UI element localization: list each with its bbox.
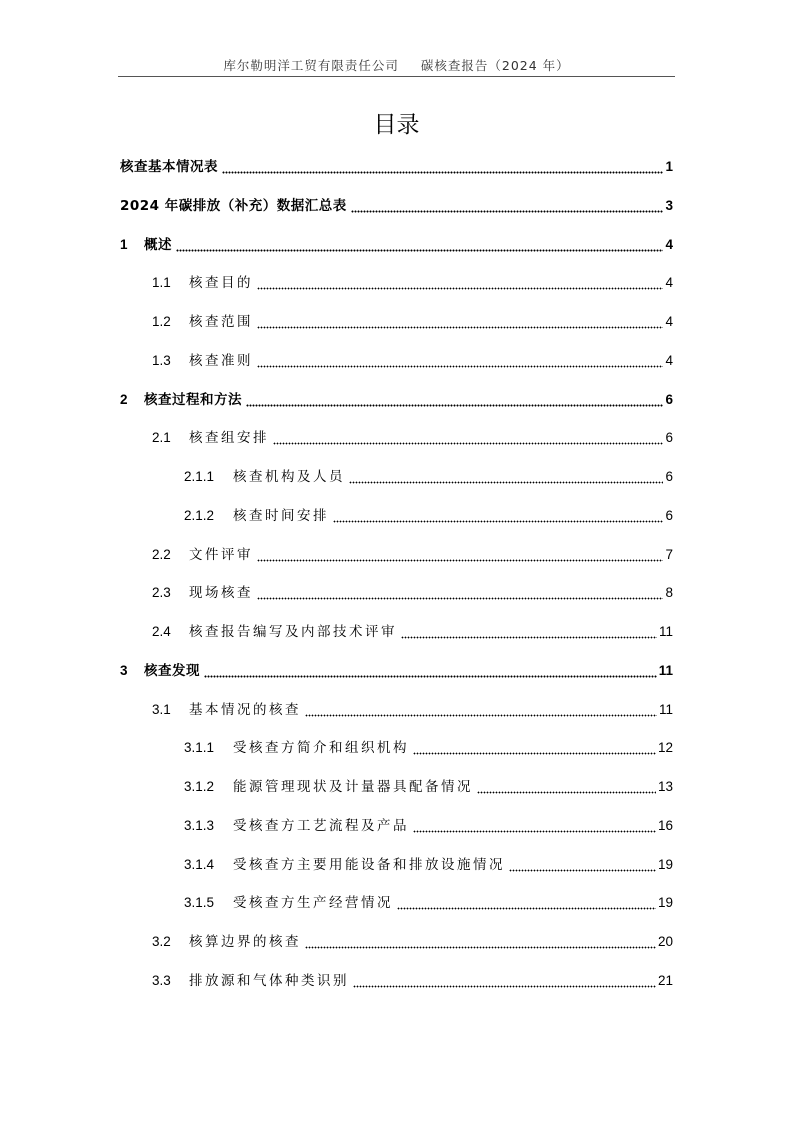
toc-entry-page-number: 1: [665, 159, 673, 174]
toc-entry-title: 能源管理现状及计量器具配备情况: [233, 779, 473, 795]
toc-entry-page-number: 4: [665, 352, 673, 368]
toc-entry[interactable]: [152, 351, 673, 371]
toc-entry-title: 核查机构及人员: [233, 469, 345, 485]
toc-entry-number: 3.2: [152, 934, 171, 949]
toc-entry-title: 现场核查: [189, 585, 253, 602]
toc-entry[interactable]: [120, 196, 673, 216]
dot-leader: [176, 236, 663, 252]
toc-entry-page-number: 6: [665, 391, 673, 407]
header-report-title: 碳核查报告（2024 年）: [420, 58, 570, 73]
toc-entry-page-number: 8: [665, 585, 673, 601]
toc-entry-number: 1.2: [152, 314, 171, 329]
dot-leader: [333, 507, 663, 523]
toc-entry-title: 核查范围: [189, 314, 253, 330]
toc-entry[interactable]: [184, 506, 673, 526]
toc-entry[interactable]: [184, 467, 673, 487]
dot-leader: [477, 778, 656, 794]
dot-leader: [257, 274, 663, 290]
toc-entry-page-number: 20: [657, 934, 673, 949]
header-company: 库尔勒明洋工贸有限责任公司: [223, 58, 399, 73]
toc-entry-number: 2: [120, 391, 128, 407]
dot-leader: [413, 817, 656, 833]
toc-entry[interactable]: [152, 545, 673, 565]
toc-entry-page-number: 21: [657, 972, 673, 988]
toc-entry-title: 受核查方工艺流程及产品: [233, 817, 409, 834]
dot-leader: [257, 584, 663, 600]
toc-entry-title: 核查过程和方法: [144, 391, 242, 408]
toc-entry-number: 3.1.3: [184, 817, 215, 833]
toc-entry-title: 核查报告编写及内部技术评审: [189, 624, 397, 640]
toc-entry-title: 核查基本情况表: [120, 159, 218, 175]
toc-entry[interactable]: [152, 932, 673, 952]
toc-entry-number: 3.1.4: [184, 856, 215, 872]
toc-entry-number: 1: [120, 236, 128, 252]
toc-entry-page-number: 6: [665, 507, 673, 523]
toc-entry[interactable]: [120, 661, 673, 681]
dot-leader: [246, 391, 663, 407]
toc-entry-title: 核查时间安排: [233, 507, 329, 524]
dot-leader: [413, 739, 656, 755]
toc-entry-page-number: 4: [665, 275, 673, 291]
toc-entry[interactable]: [152, 622, 673, 642]
toc-entry[interactable]: [120, 390, 673, 410]
toc-entry-number: 2.1.1: [184, 469, 215, 484]
dot-leader: [509, 856, 656, 872]
toc-entry-number: 3.1.5: [184, 895, 215, 911]
toc-entry-title: 核查组安排: [189, 430, 269, 447]
toc-entry[interactable]: [152, 312, 673, 332]
toc-entry-title: 核算边界的核查: [189, 934, 301, 950]
toc-entry-title: 概述: [144, 236, 172, 253]
dot-leader: [305, 701, 657, 717]
toc-entry-title: 2024 年碳排放（补充）数据汇总表: [120, 197, 347, 214]
toc-entry-number: 3.1.2: [184, 779, 215, 794]
dot-leader: [273, 429, 663, 445]
toc-entry-number: 3.3: [152, 972, 171, 988]
toc-entry-number: 3.1.1: [184, 740, 215, 756]
toc-entry-number: 2.3: [152, 585, 171, 601]
dot-leader: [397, 894, 656, 910]
dot-leader: [349, 468, 663, 484]
toc-entry[interactable]: [120, 157, 673, 177]
toc-entry[interactable]: [184, 893, 673, 913]
toc-entry-number: 2.4: [152, 624, 171, 639]
toc-entry[interactable]: [152, 428, 673, 448]
toc-entry-title: 文件评审: [189, 546, 253, 563]
running-header: [118, 56, 675, 76]
dot-leader: [204, 662, 657, 678]
toc-entry-title: 核查发现: [144, 662, 200, 679]
toc-entry-title: 排放源和气体种类识别: [189, 972, 349, 989]
toc-entry-number: 3: [120, 662, 128, 678]
toc-entry-number: 2.2: [152, 546, 171, 562]
toc-entry-page-number: 4: [665, 236, 673, 252]
toc-entry[interactable]: [184, 855, 673, 875]
toc-entry[interactable]: [152, 971, 673, 991]
toc-entry-page-number: 16: [657, 817, 673, 833]
toc-entry[interactable]: [152, 700, 673, 720]
toc-entry[interactable]: [152, 583, 673, 603]
toc-entry-number: 1.3: [152, 352, 171, 368]
toc-entry[interactable]: [184, 738, 673, 758]
toc-entry-page-number: 11: [658, 624, 673, 639]
toc-entry-page-number: 11: [658, 701, 673, 717]
dot-leader: [353, 972, 656, 988]
toc-entry-page-number: 11: [658, 662, 673, 678]
toc-entry-title: 核查目的: [189, 275, 253, 292]
toc-entry-page-number: 6: [665, 430, 673, 446]
toc-entry-title: 受核查方生产经营情况: [233, 895, 393, 912]
toc-entry-page-number: 19: [657, 895, 673, 911]
toc-entry[interactable]: [184, 816, 673, 836]
toc-entry-title: 基本情况的核查: [189, 701, 301, 718]
toc-entry-number: 2.1.2: [184, 507, 215, 523]
toc-entry[interactable]: [152, 273, 673, 293]
dot-leader: [257, 546, 663, 562]
dot-leader: [351, 197, 664, 213]
toc-entry-title: 受核查方简介和组织机构: [233, 740, 409, 757]
toc-entry-number: 3.1: [152, 701, 171, 717]
toc-entry-page-number: 13: [657, 779, 673, 794]
toc-entry[interactable]: [184, 777, 673, 797]
toc-entry-page-number: 7: [665, 546, 673, 562]
toc-entry-page-number: 19: [657, 856, 673, 872]
dot-leader: [401, 623, 657, 639]
toc-entry-number: 2.1: [152, 430, 171, 446]
toc-entry-page-number: 6: [665, 469, 673, 484]
toc-entry-title: 核查准则: [189, 352, 253, 369]
dot-leader: [257, 352, 663, 368]
toc-entry-page-number: 4: [665, 314, 673, 329]
dot-leader: [305, 933, 656, 949]
header-rule: [118, 76, 675, 77]
toc-entry[interactable]: [120, 235, 673, 255]
toc-title: 目录: [373, 112, 420, 138]
dot-leader: [257, 313, 663, 329]
toc-entry-title: 受核查方主要用能设备和排放设施情况: [233, 856, 505, 873]
dot-leader: [222, 158, 663, 174]
toc-entry-page-number: 3: [665, 197, 673, 213]
toc-entry-page-number: 12: [657, 740, 673, 756]
toc-entry-number: 1.1: [152, 275, 171, 291]
